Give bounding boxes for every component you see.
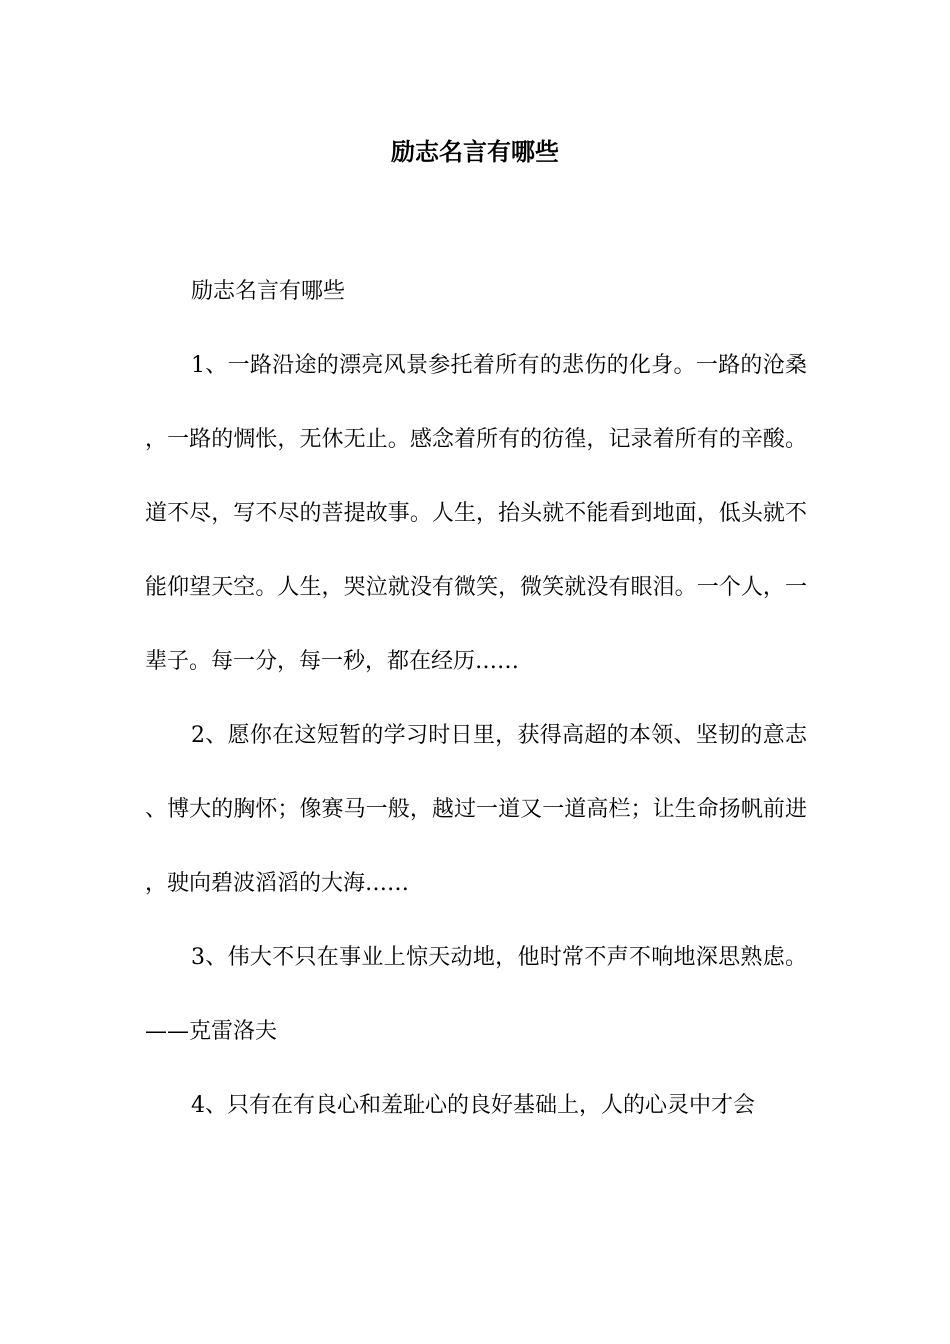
document-title: 励志名言有哪些 [391,137,559,166]
paragraph-quote-2: 2、愿你在这短暂的学习时日里，获得高超的本领、坚韧的意志、博大的胸怀；像赛马一般，越过一道又一道高栏；让生命扬帆前进，驶向碧波滔滔的大海…… [145,723,807,896]
paragraph-quote-1: 1、一路沿途的漂亮风景参托着所有的悲伤的化身。一路的沧桑，一路的惆怅，无休无止。感念着所有的彷徨，记录着所有的辛酸。道不尽，写不尽的菩提故事。人生，抬头就不能看到地面，低头就不能仰望天空。人生，哭泣就没有微笑，微笑就没有眼泪。一个人，一辈子。每一分，每一秒，都在经历…… [145,353,807,674]
paragraph-quote-3: 3、伟大不只在事业上惊天动地，他时常不声不响地深思熟虑。——克雷洛夫 [145,945,807,1044]
paragraph-quote-4: 4、只有在有良心和羞耻心的良好基础上，人的心灵中才会 [191,1093,755,1118]
document-body [145,255,807,1143]
paragraph-heading: 励志名言有哪些 [191,279,346,304]
